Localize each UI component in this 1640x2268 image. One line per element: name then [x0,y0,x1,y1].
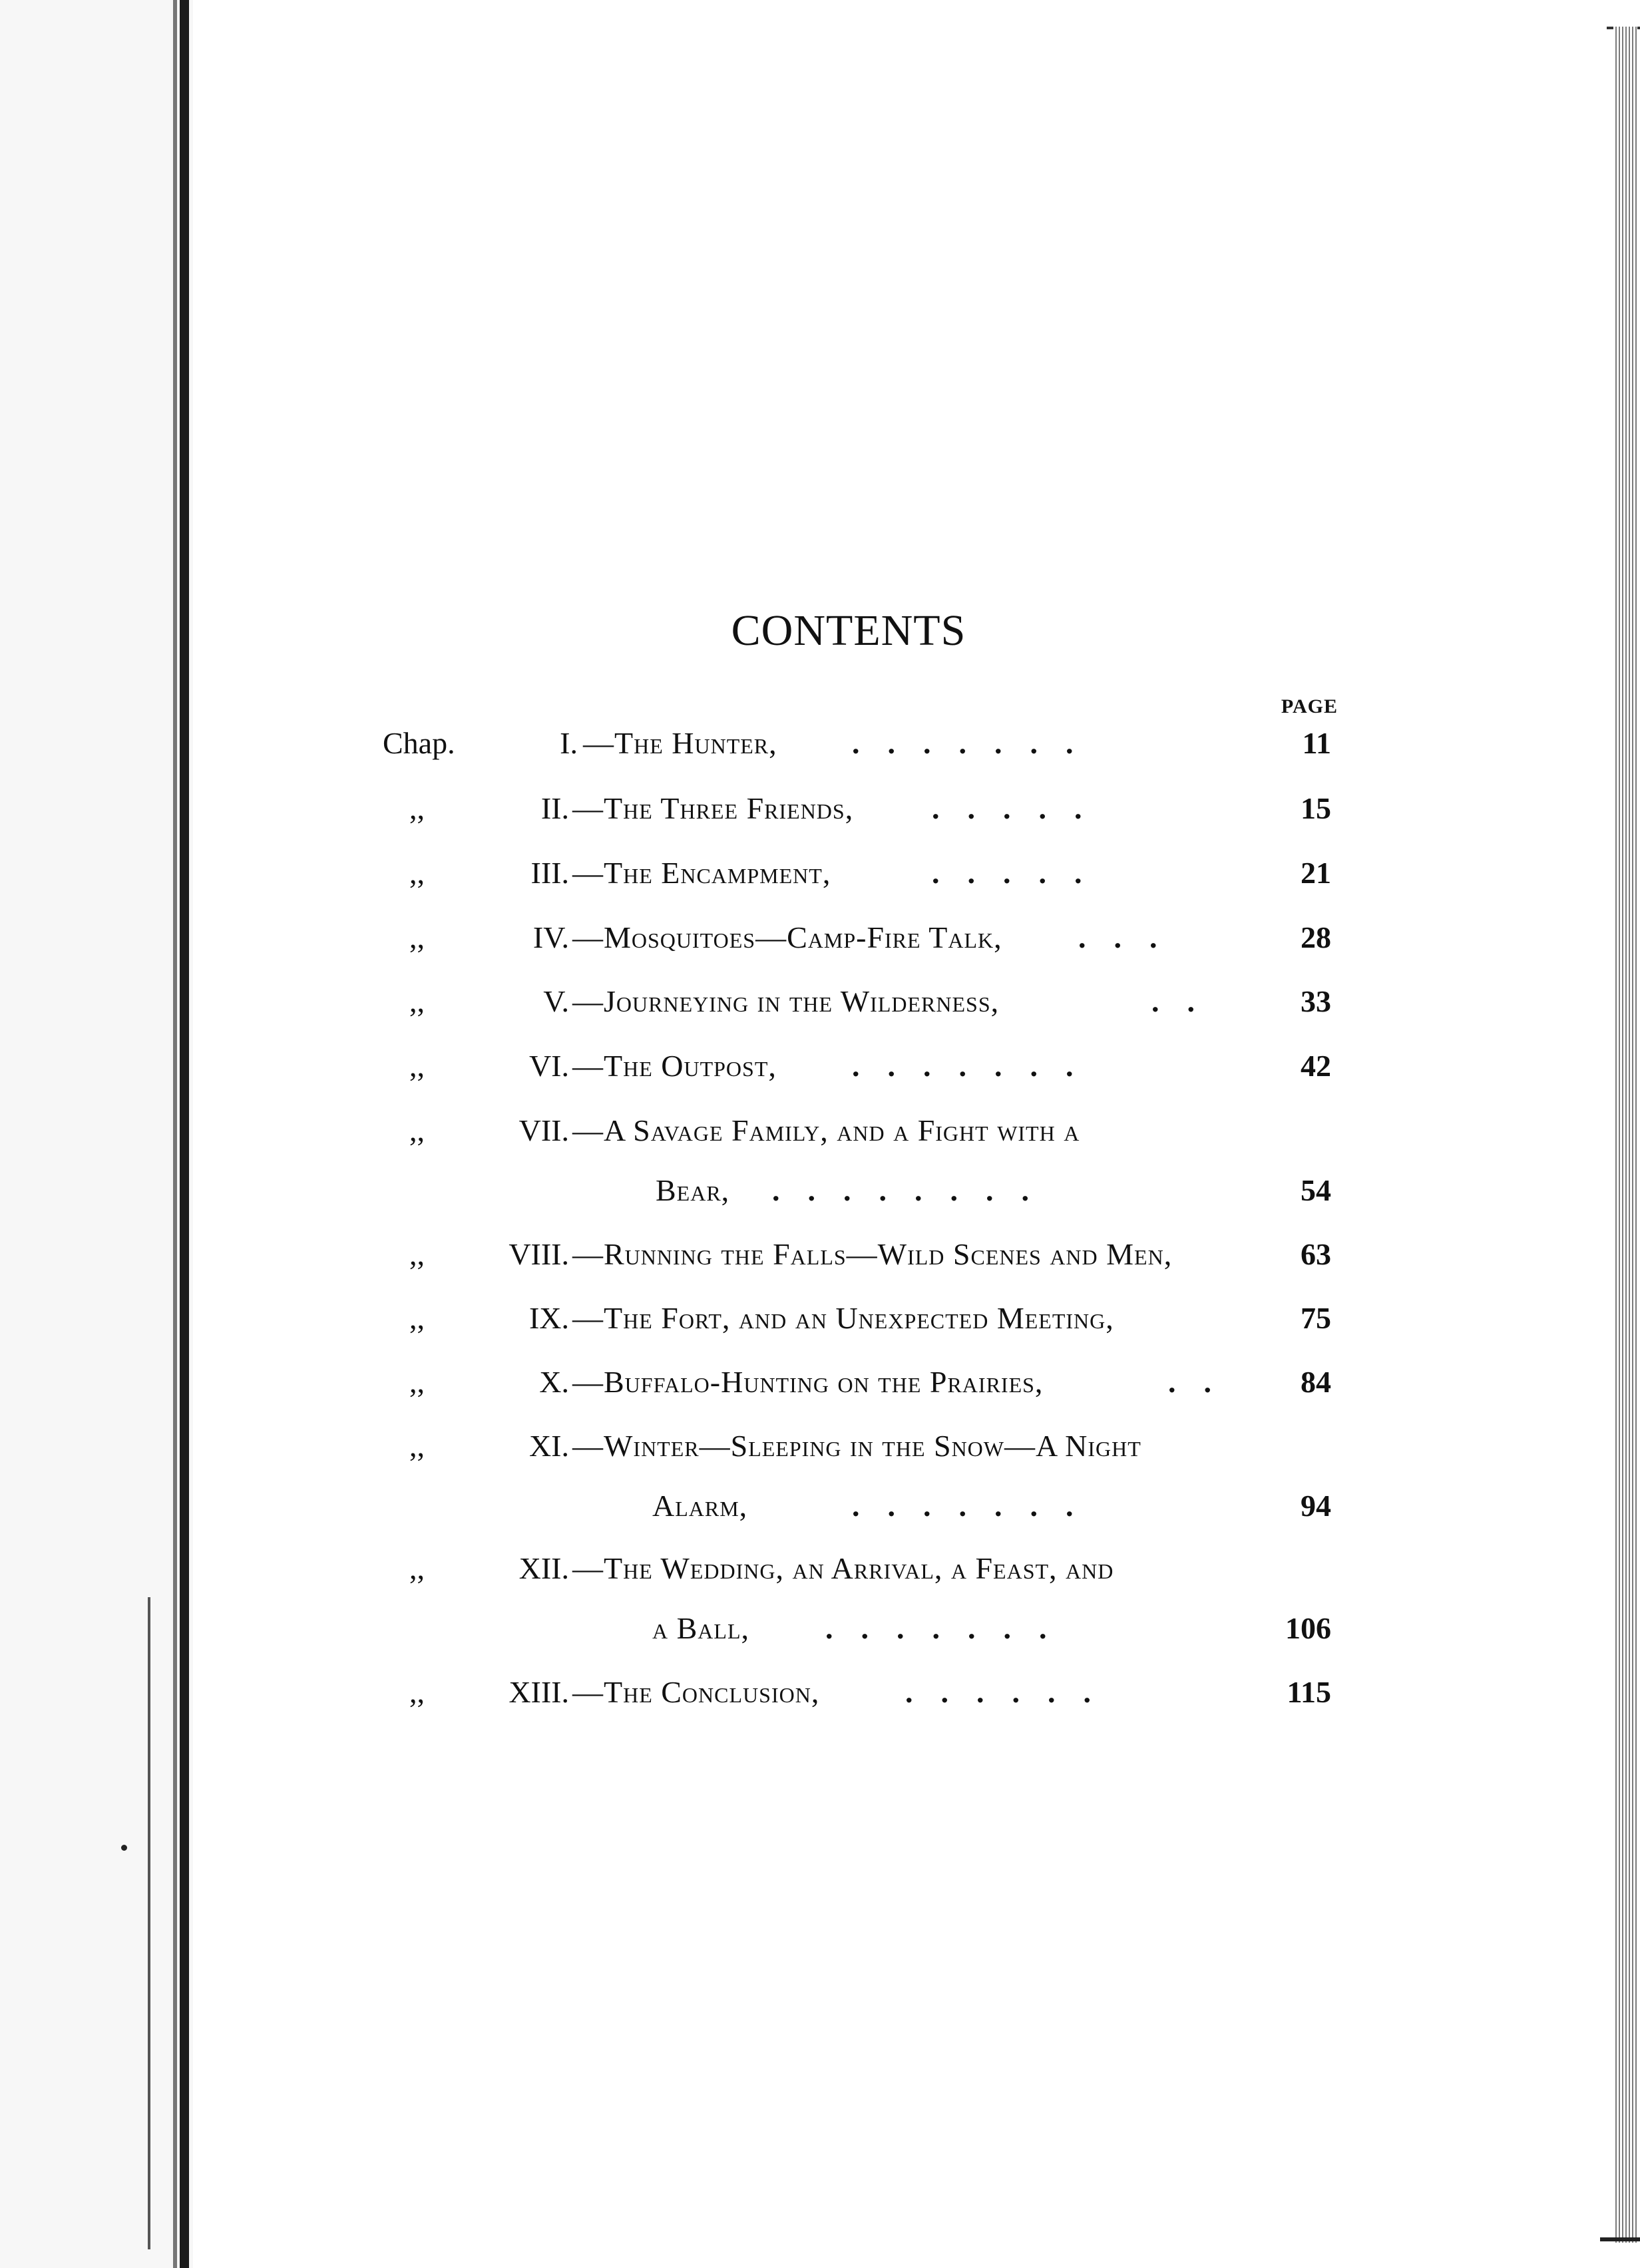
chapter-numeral: VI. [528,1049,569,1083]
toc-entry [373,1364,1331,1411]
dot-leaders: ....... [852,726,1102,760]
chapter-title: —The Hunter, [583,726,777,760]
toc-entry [373,1236,1331,1283]
toc-entry [373,920,1331,966]
page-number: 94 [1301,1489,1331,1523]
right-page-stack [1608,0,1640,2268]
binding-shadow [173,0,177,2268]
chapter-title: —Winter—Sleeping in the Snow—A Night [572,1429,1141,1463]
dot-leaders: ..... [932,791,1110,825]
toc-entry-continuation [373,1488,1331,1535]
chapter-numeral: II. [540,791,569,825]
page-number: 75 [1301,1301,1331,1335]
chapter-title: —The Fort, and an Unexpected Meeting, [572,1301,1114,1335]
chapter-title: —Journeying in the Wilderness, [572,984,1000,1018]
chapter-title: —The Encampment, [572,856,831,890]
dot-leaders: ..... [932,856,1110,890]
stack-bottom-line [1600,2237,1640,2241]
binding-line [180,0,189,2268]
page-title: CONTENTS [731,606,966,655]
chapter-title: —Mosquitoes—Camp-Fire Talk, [572,920,1002,954]
dot-leaders: ....... [852,1489,1102,1523]
left-page-edge [0,0,193,2268]
chapter-title: —Running the Falls—Wild Scenes and Men, [572,1237,1173,1271]
page-number: 106 [1285,1611,1331,1645]
toc-entry-continuation [373,1610,1331,1657]
page-number: 54 [1301,1173,1331,1207]
page-number: 33 [1301,984,1331,1018]
toc-entry [373,1551,1331,1597]
toc-entry [373,1048,1331,1095]
chapter-numeral: IX. [528,1301,569,1335]
ditto-mark: ,, [409,1429,425,1463]
ditto-mark: ,, [409,791,425,825]
chapter-title: —Buffalo-Hunting on the Prairies, [572,1365,1044,1399]
page-number: 11 [1302,726,1331,760]
chapter-title: —A Savage Family, and a Fight with a [572,1113,1080,1147]
ditto-mark: ,, [409,1675,425,1709]
chapter-numeral: VIII. [509,1237,569,1271]
chap-label: Chap. [383,726,455,760]
ditto-mark: ,, [409,1113,425,1147]
dot-leaders: ....... [825,1611,1075,1645]
ditto-mark: ,, [409,1365,425,1399]
inner-page-edge [148,1597,150,2249]
chapter-title: —The Conclusion, [572,1675,820,1709]
page-number: 21 [1301,856,1331,890]
toc-entry [373,855,1331,902]
chapter-title-continuation: Alarm, [652,1489,748,1523]
ditto-mark: ,, [409,1049,425,1083]
toc-entry [373,1300,1331,1347]
ditto-mark: ,, [409,984,425,1018]
chapter-title: —The Wedding, an Arrival, a Feast, and [572,1551,1114,1585]
toc-entry [373,984,1331,1030]
page-column-header: PAGE [1281,695,1338,717]
ditto-mark: ,, [409,1551,425,1585]
chapter-numeral: XI. [528,1429,569,1463]
toc-entry [373,725,1331,772]
chapter-title: —The Outpost, [572,1049,777,1083]
toc-entry [373,1674,1331,1721]
chapter-numeral: III. [530,856,569,890]
dot-leaders: .. [1151,984,1223,1018]
dot-leaders: ........ [772,1173,1057,1207]
page-number: 42 [1301,1049,1331,1083]
chapter-title-continuation: a Ball, [652,1611,749,1645]
dot-leaders: ....... [852,1049,1102,1083]
chapter-title: —The Three Friends, [572,791,854,825]
ditto-mark: ,, [409,1301,425,1335]
page-number: 115 [1287,1675,1331,1709]
page-stack-lines [1613,27,1637,2243]
page-number: 63 [1301,1237,1331,1271]
chapter-numeral: XII. [518,1551,569,1585]
page-number: 84 [1301,1365,1331,1399]
toc-entry [373,791,1331,837]
chapter-numeral: VII. [518,1113,569,1147]
toc-entry [373,1113,1331,1159]
toc-entry [373,1428,1331,1475]
ditto-mark: ,, [409,1237,425,1271]
ditto-mark: ,, [409,920,425,954]
ink-speck [121,1845,127,1851]
chapter-numeral: IV. [532,920,569,954]
chapter-numeral: V. [543,984,569,1018]
chapter-numeral: X. [539,1365,569,1399]
dot-leaders: ...... [905,1675,1119,1709]
dot-leaders: .. [1168,1365,1239,1399]
ditto-mark: ,, [409,856,425,890]
toc-entry-continuation [373,1173,1331,1219]
chapter-numeral: XIII. [509,1675,569,1709]
chapter-title-continuation: Bear, [656,1173,730,1207]
page-number: 15 [1301,791,1331,825]
page-number: 28 [1301,920,1331,954]
chapter-numeral: I. [560,726,578,760]
dot-leaders: ... [1078,920,1185,954]
